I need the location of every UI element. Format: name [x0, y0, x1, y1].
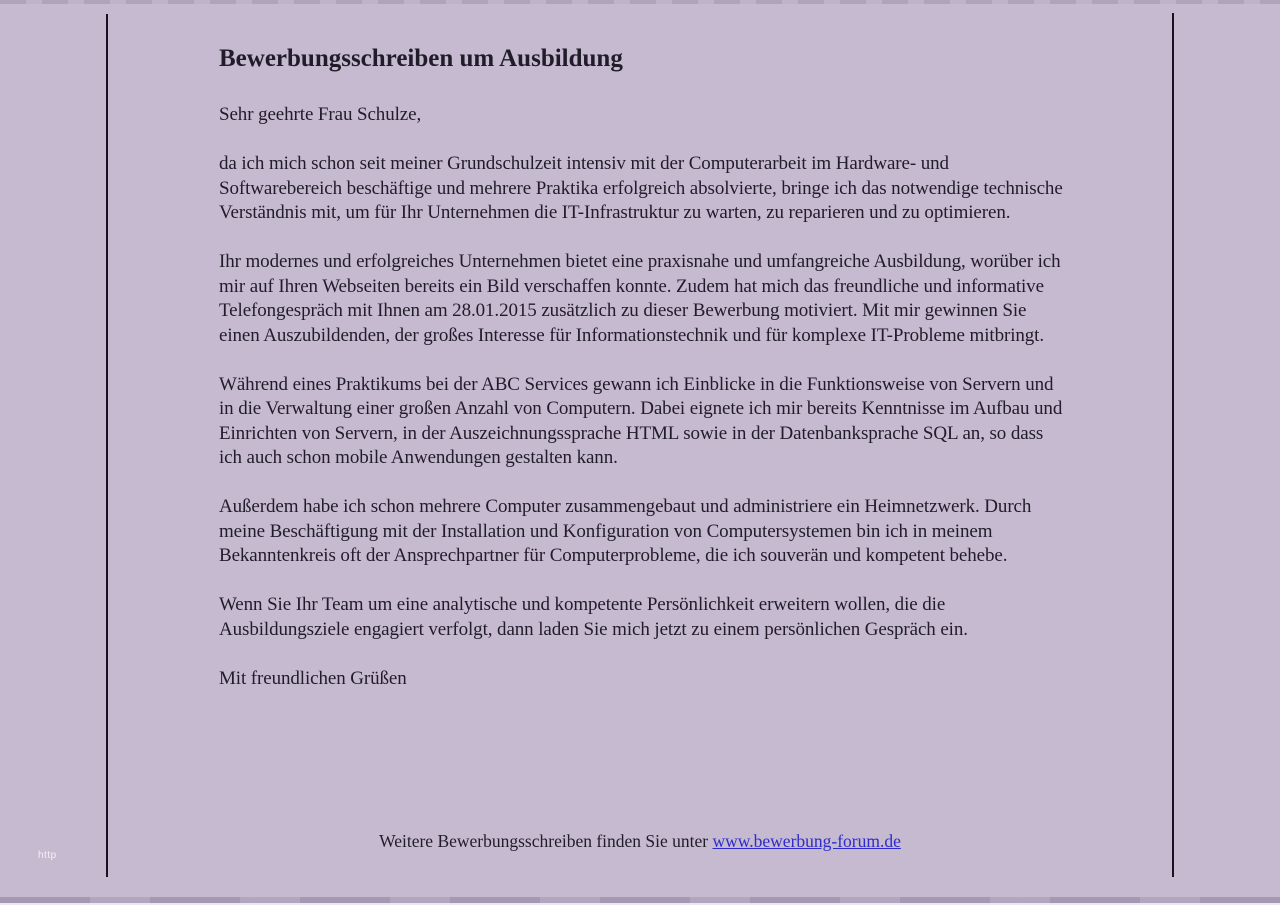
top-dashed-edge	[0, 0, 1280, 4]
paragraph-closing-request: Wenn Sie Ihr Team um eine analytische und kompetente Persönlichkeit erweitern wollen, die die Ausbildungsziele engagiert verfolgt, dann laden Sie mich jetzt zu einem persönlichen Gespräch ein.	[219, 594, 968, 640]
letter-title: Bewerbungsschreiben um Ausbildung	[219, 45, 623, 72]
greeting-line: Sehr geehrte Frau Schulze,	[219, 104, 422, 125]
bewerbung-forum-link[interactable]: www.bewerbung-forum.de	[712, 831, 901, 851]
left-margin-rule	[106, 14, 108, 877]
paragraph-company: Ihr modernes und erfolgreiches Unternehmen bietet eine praxisnahe und umfangreiche Ausbildung, worüber ich mir auf Ihren Webseiten bereits ein Bild verschaffen konnte. Zudem hat mich das freundliche und informative Telefongespräch mit Ihnen am 28.01.2015 zusätzlich zu dieser Bewerbung motiviert. Mit mir gewinnen Sie einen Auszubildenden, der großes Interesse für Informationstechnik und für komplexe IT-Probleme mitbringt.	[219, 251, 1061, 346]
http-watermark: http	[38, 850, 57, 861]
paragraph-skills: Außerdem habe ich schon mehrere Computer zusammengebaut und administriere ein Heimnetzwerk. Durch meine Beschäftigung mit der Installation und Konfiguration von Computersystemen bin ich in meinem Bekanntenkreis oft der Ansprechpartner für Computerprobleme, die ich souverän und kompetent behebe.	[219, 496, 1032, 566]
footer-note	[0, 830, 1280, 853]
right-margin-rule	[1172, 13, 1174, 877]
letter-content	[219, 44, 1067, 691]
paragraph-praktikum: Während eines Praktikums bei der ABC Services gewann ich Einblicke in die Funktionsweise von Servern und in die Verwaltung einer großen Anzahl von Computern. Dabei eignete ich mir bereits Kenntnisse im Aufbau und Einrichten von Servern, in der Auszeichnungssprache HTML sowie in der Datenbanksprache SQL an, so dass ich auch schon mobile Anwendungen gestalten kann.	[219, 373, 1063, 468]
footer-text: Weitere Bewerbungsschreiben finden Sie unter	[379, 831, 713, 851]
paragraph-intro: da ich mich schon seit meiner Grundschulzeit intensiv mit der Computerarbeit im Hardware- und Softwarebereich beschäftige und mehrere Praktika erfolgreich absolvierte, bringe ich das notwendige technische Verständnis mit, um für Ihr Unternehmen die IT-Infrastruktur zu warten, zu reparieren und zu optimieren.	[219, 153, 1063, 223]
closing-line: Mit freundlichen Grüßen	[219, 667, 407, 689]
